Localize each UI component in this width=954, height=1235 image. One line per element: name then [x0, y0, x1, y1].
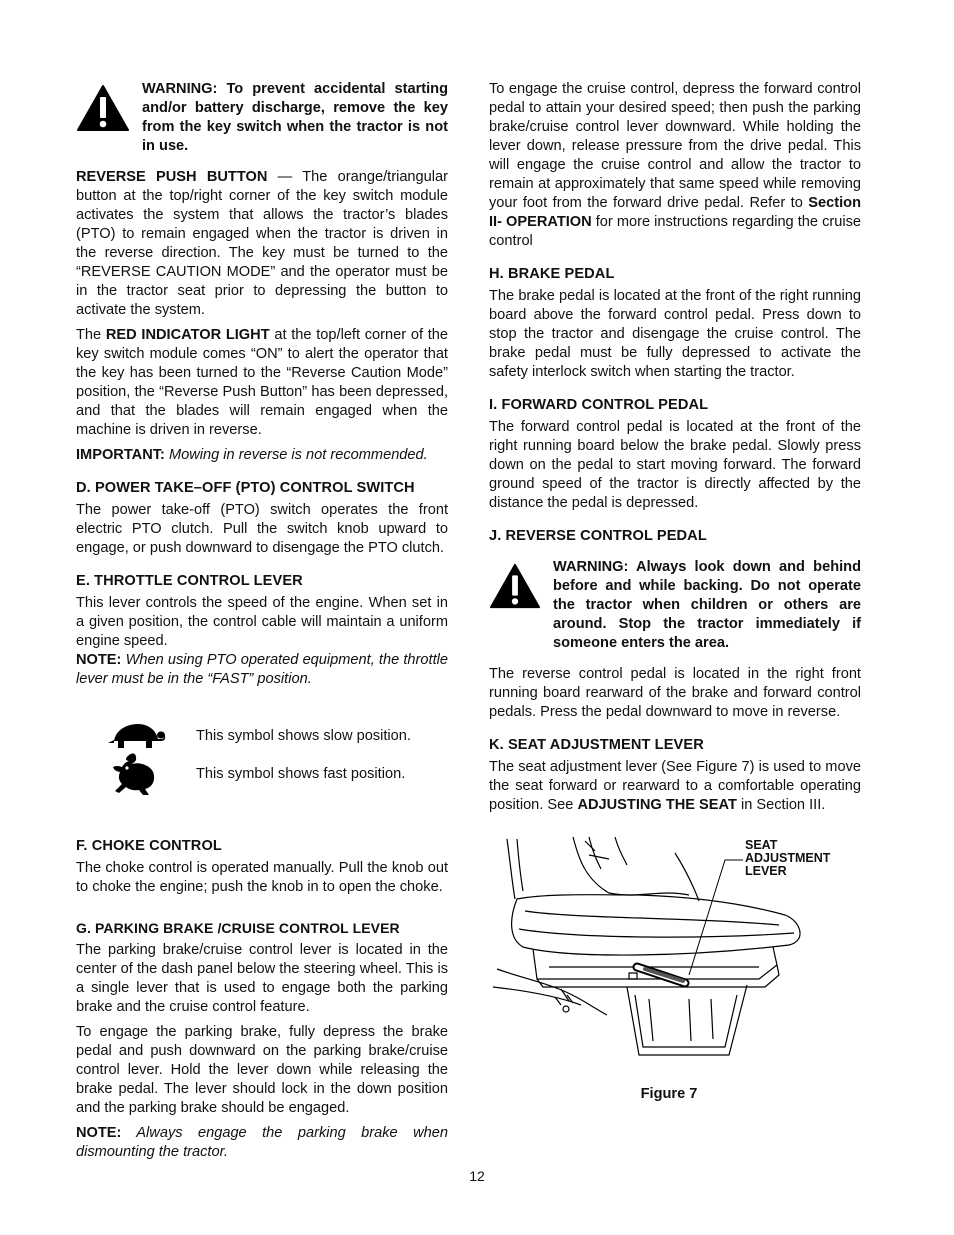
fast-symbol-text: This symbol shows fast position.	[196, 765, 406, 782]
section-i-text: The forward control pedal is located at the front of the right running board below the brake pedal. Slowly press down on the pedal to start moving forward. The forward ground speed of the tractor is directly affected by the distance the pedal is depressed.	[489, 419, 861, 511]
warning-key-text: WARNING: To prevent accidental starting and/or battery discharge, remove the key from the key switch when the tractor is not in use.	[142, 81, 448, 154]
rabbit-icon	[111, 751, 161, 797]
warning-icon	[76, 84, 130, 132]
section-d-title: D. POWER TAKE–OFF (PTO) CONTROL SWITCH	[76, 480, 415, 496]
section-j-text: The reverse control pedal is located in the right front running board rearward of the brake and forward control pedals. Press the pedal downward to move in reverse.	[489, 666, 861, 720]
section-e-title: E. THROTTLE CONTROL LEVER	[76, 573, 303, 589]
section-k-post: in Section III.	[736, 797, 826, 813]
section-k-pre: The seat adjustment lever (See Figure 7) is used to move the seat forward or rearward to a comfortable operating position. See	[489, 759, 861, 813]
red-light-paragraph	[76, 326, 448, 440]
section-g-p1: The parking brake/cruise control lever is located in the center of the dash panel below the steering wheel. This is a single lever that is used to engage both the parking brake and the cruise control feature.	[76, 942, 448, 1015]
warning-backing-text: WARNING: Always look down and behind before and while backing. Do not operate the tractor when children or others are around. Stop the tractor immediately if someone enters the area.	[553, 559, 861, 651]
cruise-bold: Section II- OPERATION	[489, 195, 861, 230]
section-g-note	[76, 1124, 448, 1162]
reverse-button-paragraph	[76, 168, 448, 320]
section-k-bold: ADJUSTING THE SEAT	[577, 797, 737, 813]
right-column	[489, 80, 861, 1104]
figure-7	[489, 829, 861, 1079]
left-column	[76, 80, 448, 1168]
warning-icon	[489, 562, 541, 610]
section-e-note-text: When using PTO operated equipment, the throttle lever must be in the “FAST” position.	[76, 652, 448, 687]
section-d-text: The power take-off (PTO) switch operates the front electric PTO clutch. Pull the switch knob upward to engage, or push downward to disengage the PTO clutch.	[76, 502, 448, 556]
cruise-pre: To engage the cruise control, depress the forward control pedal to attain your desired speed; then push the parking brake/cruise control lever downward. While holding the lever down, release pressure from the drive pedal. This will engage the cruise control and allow the tractor to remain at approximately that same speed while removing your foot from the forward drive pedal. Refer to	[489, 81, 861, 211]
reverse-button-text: — The orange/triangular button at the top/right corner of the key switch module activates the system that allows the tractor’s blades (PTO) to remain engaged when the tractor is driven in the reverse direction. The key must be turned to the “REVERSE CAUTION MODE” and the operator must be in the tractor seat prior to depressing the button to activate the system.	[76, 169, 448, 318]
section-g-title: G. PARKING BRAKE /CRUISE CONTROL LEVER	[76, 920, 400, 936]
section-f-title: F. CHOKE CONTROL	[76, 838, 222, 854]
section-j-title: J. REVERSE CONTROL PEDAL	[489, 528, 707, 544]
fast-symbol-row	[76, 755, 448, 793]
page-number: 12	[469, 1168, 485, 1184]
reverse-button-title: REVERSE PUSH BUTTON	[76, 169, 268, 185]
section-h-title: H. BRAKE PEDAL	[489, 266, 615, 282]
section-k-title: K. SEAT ADJUSTMENT LEVER	[489, 737, 704, 753]
cruise-paragraph	[489, 80, 861, 251]
warning-key-block	[76, 80, 448, 156]
section-h-text: The brake pedal is located at the front of the right running board above the forward control pedal. Press down to stop the tractor and disengage the cruise control. The brake pedal must be fully depressed to activate the safety interlock switch when starting the tractor.	[489, 288, 861, 380]
red-light-pre: The	[76, 327, 106, 343]
red-light-bold: RED INDICATOR LIGHT	[105, 327, 270, 343]
important-text: Mowing in reverse is not recommended.	[164, 447, 428, 463]
turtle-icon	[106, 721, 166, 751]
red-light-text: at the top/left corner of the key switch module comes “ON” to alert the operator that the key has been turned to the “Reverse Caution Mode” position, the “Reverse Push Button” has been depressed, and that the blades will remain engaged when the machine is driven in reverse.	[76, 327, 449, 438]
seat-lever-label: SEAT ADJUSTMENT LEVER	[745, 838, 831, 878]
important-label: IMPORTANT:	[76, 447, 165, 463]
section-g-note-text: Always engage the parking brake when dismounting the tractor.	[76, 1125, 448, 1160]
cruise-post: for more instructions regarding the cruise control	[489, 214, 861, 249]
section-g-note-label: NOTE:	[76, 1125, 122, 1141]
slow-symbol-text: This symbol shows slow position.	[196, 727, 411, 744]
slow-symbol-row	[76, 717, 448, 755]
warning-backing-block	[489, 558, 861, 653]
section-e-note	[76, 651, 448, 689]
section-g-p2: To engage the parking brake, fully depress the brake pedal and push downward on the parking brake/cruise control lever. Hold the lever down while releasing the brake pedal. The lever should lock in the down position and the parking brake should be engaged.	[76, 1024, 448, 1116]
section-i-title: I. FORWARD CONTROL PEDAL	[489, 397, 709, 413]
section-e-note-label: NOTE:	[76, 652, 122, 668]
section-e-text: This lever controls the speed of the engine. When set in a given position, the control cable will maintain a uniform engine speed.	[76, 595, 448, 649]
important-paragraph	[76, 446, 448, 465]
section-f-text: The choke control is operated manually. Pull the knob out to choke the engine; push the knob in to open the choke.	[76, 860, 448, 895]
section-k-paragraph	[489, 758, 861, 815]
figure-caption: Figure 7	[640, 1086, 698, 1102]
